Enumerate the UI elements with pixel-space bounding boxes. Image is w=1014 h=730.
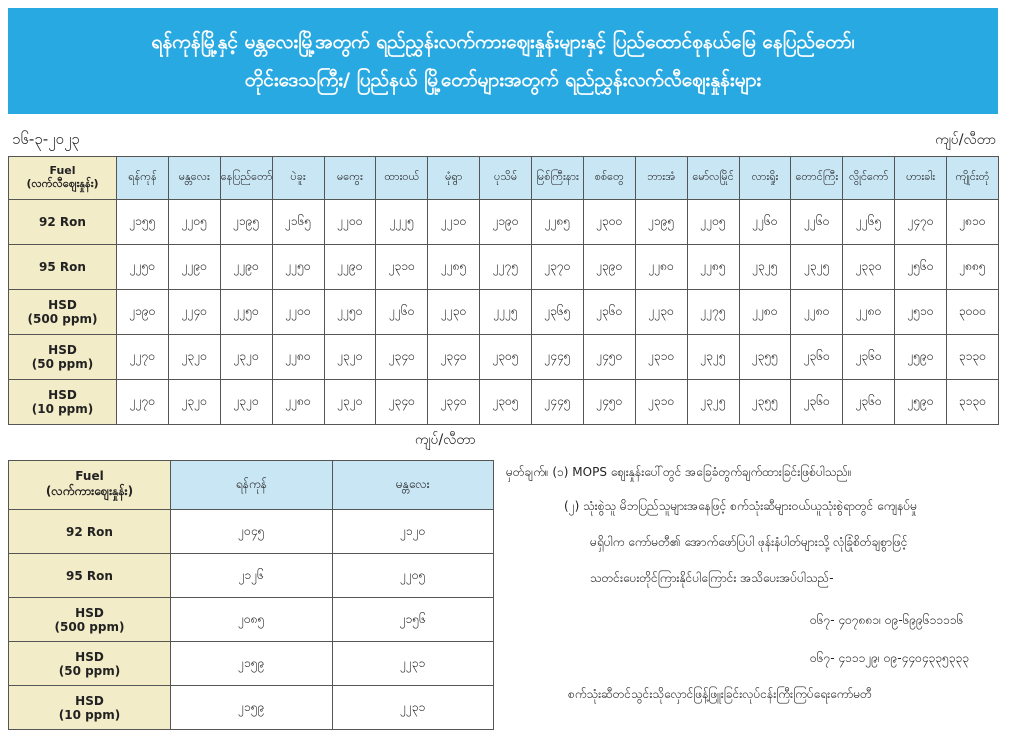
price-cell: ၂၂၅၀ [272, 245, 324, 290]
price-cell: ၂၀၈၅ [171, 598, 333, 642]
price-cell: ၂၂၀၅ [332, 554, 494, 598]
fuel-type-name: 92 Ron [39, 215, 86, 229]
table-row [9, 380, 999, 425]
price-cell: ၂၃၁၀ [376, 245, 428, 290]
wholesale-unit-label: ကျပ်/လီတာ [415, 432, 476, 448]
note-2-cont-b: သတင်းပေးတိုင်ကြားနိုင်ပါကြောင်း အသိပေးအပ်ပါသည်- [590, 571, 834, 585]
fuel-type-cell [9, 510, 171, 554]
price-cell: ၂၂၃၀ [428, 290, 480, 335]
price-cell: ၂၂၈၅ [687, 245, 739, 290]
city-header: ရန်ကုန် [117, 157, 169, 200]
phone-line-2: ၀၆၇- ၄၁၁၁၂၉၊ ၀၉-၄၄၀၄၃၃၅၃၃၃ [810, 651, 970, 665]
fuel-type-cell [9, 686, 171, 730]
price-cell: ၂၂၁၀ [428, 200, 480, 245]
city-header: မြစ်ကြီးနား [532, 157, 584, 200]
price-cell: ၂၃၂၀ [168, 335, 220, 380]
price-cell: ၂၈၁၀ [947, 200, 999, 245]
price-cell: ၂၅၉၀ [895, 335, 947, 380]
table-row [9, 598, 494, 642]
table-row [9, 686, 494, 730]
city-header: ကျိုင်းတုံ [947, 157, 999, 200]
price-cell: ၂၃၄၀ [428, 335, 480, 380]
price-cell: ၂၃၅၅ [739, 380, 791, 425]
table-row [9, 335, 999, 380]
price-cell: ၂၈၈၅ [947, 245, 999, 290]
price-cell: ၂၃၄၀ [428, 380, 480, 425]
price-cell: ၂၃၂၀ [168, 380, 220, 425]
price-cell: ၂၁၉၀ [480, 200, 532, 245]
city-header: ဟားခါး [895, 157, 947, 200]
city-header: မန္တလေး [332, 461, 494, 510]
title-banner [8, 8, 998, 114]
table-row [9, 245, 999, 290]
city-header: စစ်တွေ [583, 157, 635, 200]
price-cell: ၂၂၈၀ [635, 245, 687, 290]
fuel-type-name: 92 Ron [66, 524, 113, 539]
fuel-type-cell [9, 642, 171, 686]
fuel-type-cell [9, 245, 117, 290]
price-cell: ၂၂၅၀ [324, 290, 376, 335]
price-cell: ၂၂၅၀ [117, 245, 169, 290]
fuel-header-title: Fuel [75, 469, 104, 483]
phone-line-1: ၀၆၇- ၄၀၇၈၈၁၊ ၀၉-၆၉၉၆၁၁၁၁၆ [810, 613, 964, 627]
price-cell: ၂၅၁၀ [895, 290, 947, 335]
fuel-type-grade: (500 ppm) [27, 312, 98, 326]
price-cell: ၂၃၇၀ [532, 245, 584, 290]
city-header: နေပြည်တော် [220, 157, 272, 200]
price-cell: ၂၃၂၀ [220, 335, 272, 380]
price-cell: ၂၅၆၀ [895, 245, 947, 290]
fuel-header-subtitle: (လက်လီဈေးနှုန်း) [26, 176, 99, 190]
fuel-type-cell [9, 290, 117, 335]
fuel-header [9, 157, 117, 200]
price-cell: ၂၃၆၀ [843, 335, 895, 380]
wholesale-header-row [9, 461, 494, 510]
retail-header-row [9, 157, 999, 200]
price-cell: ၂၃၆၀ [583, 290, 635, 335]
price-cell: ၂၁၅၅ [117, 200, 169, 245]
fuel-type-name: HSD [48, 388, 77, 402]
fuel-type-grade: (500 ppm) [54, 619, 125, 634]
city-header: ဘားအံ [635, 157, 687, 200]
city-header: မန္တလေး [168, 157, 220, 200]
city-header: မုံရွာ [428, 157, 480, 200]
price-cell: ၂၅၉၀ [895, 380, 947, 425]
price-cell: ၂၃၂၅ [739, 245, 791, 290]
table-row [9, 510, 494, 554]
price-cell: ၂၁၅၆ [332, 598, 494, 642]
price-cell: ၂၂၃၀ [635, 290, 687, 335]
price-cell: ၂၁၉၅ [220, 200, 272, 245]
price-cell: ၂၃၄၀ [376, 380, 428, 425]
price-cell: ၂၂၈၀ [739, 290, 791, 335]
fuel-type-grade: (10 ppm) [31, 402, 94, 416]
price-cell: ၂၂၂၅ [480, 290, 532, 335]
price-cell: ၂၂၇၅ [480, 245, 532, 290]
price-cell: ၂၂၇၀ [117, 380, 169, 425]
price-cell: ၂၁၅၉ [171, 642, 333, 686]
price-cell: ၂၃၂၀ [220, 380, 272, 425]
price-cell: ၂၃၆၀ [843, 380, 895, 425]
price-cell: ၂၃၀၅ [480, 335, 532, 380]
price-cell: ၂၃၀၀ [583, 200, 635, 245]
fuel-type-grade: (10 ppm) [58, 707, 121, 722]
price-cell: ၂၂၈၀ [272, 380, 324, 425]
price-cell: ၂၃၂၅ [687, 335, 739, 380]
price-cell: ၃၁၃၀ [947, 380, 999, 425]
fuel-header [9, 461, 171, 510]
city-header: မကွေး [324, 157, 376, 200]
city-header: လားရှိုး [739, 157, 791, 200]
price-cell: ၂၃၆၀ [791, 380, 843, 425]
banner-title-line1: ရန်ကုန်မြို့နှင့် မန္တလေးမြို့အတွက် ရည်ညွှန်းလက်ကားဈေးနှုန်းများနှင့် ပြည်ထောင်စုနယ်မြေ နေပြည်တော်၊ [151, 31, 855, 53]
price-cell: ၂၄၇၀ [895, 200, 947, 245]
city-header: ရန်ကုန် [171, 461, 333, 510]
price-cell: ၂၃၂၅ [791, 245, 843, 290]
price-cell: ၃၁၃၀ [947, 335, 999, 380]
table-row [9, 642, 494, 686]
fuel-type-cell [9, 335, 117, 380]
city-header: ထားဝယ် [376, 157, 428, 200]
price-cell: ၂၄၄၅ [532, 380, 584, 425]
price-cell: ၂၃၉၀ [583, 245, 635, 290]
city-header: လွိုင်ကော် [843, 157, 895, 200]
price-cell: ၂၁၂၀ [332, 510, 494, 554]
city-header: တောင်ကြီး [791, 157, 843, 200]
price-cell: ၂၂၈၅ [532, 200, 584, 245]
unit-label: ကျပ်/လီတာ [935, 132, 996, 148]
price-cell: ၂၃၁၀ [635, 380, 687, 425]
table-row [9, 290, 999, 335]
fuel-type-name: HSD [75, 605, 104, 620]
price-cell: ၂၂၀၅ [168, 200, 220, 245]
price-cell: ၂၂၉၀ [220, 245, 272, 290]
price-cell: ၂၂၅၀ [220, 290, 272, 335]
price-cell: ၂၃၂၅ [687, 380, 739, 425]
wholesale-price-table [8, 460, 494, 730]
price-cell: ၂၂၈၀ [843, 290, 895, 335]
price-cell: ၂၃၆၀ [791, 335, 843, 380]
note-2-cont-a: မရှိပါက ကော်မတီ၏ အောက်ဖော်ပြပါ ဖုန်းနံပါတ်များသို့ လုံခြုံစိတ်ချစွာဖြင့် [590, 535, 908, 549]
price-cell: ၂၂၇၅ [687, 290, 739, 335]
price-cell: ၂၃၄၀ [376, 335, 428, 380]
price-cell: ၂၁၅၉ [171, 686, 333, 730]
fuel-type-name: 95 Ron [66, 568, 113, 583]
date-label: ၁၆-၃-၂၀၂၃ [12, 130, 80, 148]
price-cell: ၂၁၉၅ [635, 200, 687, 245]
price-cell: ၂၂၂၅ [376, 200, 428, 245]
price-cell: ၂၂၈၀ [272, 335, 324, 380]
fuel-type-grade: (50 ppm) [58, 663, 121, 678]
fuel-type-name: HSD [75, 693, 104, 708]
price-cell: ၂၃၂၀ [324, 380, 376, 425]
committee-name: စက်သုံးဆီတင်သွင်းသိုလှောင်ဖြန့်ဖြူးခြင်းလုပ်ငန်းကြီးကြပ်ရေးကော်မတီ [568, 687, 872, 701]
price-cell: ၂၂၃၁ [332, 642, 494, 686]
price-cell: ၂၁၉၀ [117, 290, 169, 335]
banner-title-line2: တိုင်းဒေသကြီး/ ပြည်နယ် မြို့တော်များအတွက် ရည်ညွှန်းလက်လီဈေးနှုန်းများ [244, 69, 762, 91]
price-cell: ၂၂၆၅ [843, 200, 895, 245]
price-cell: ၂၄၄၅ [532, 335, 584, 380]
note-2: (၂) သုံးစွဲသူ မိဘပြည်သူများအနေဖြင့် စက်သုံးဆီများဝယ်ယူသုံးစွဲရာတွင် ကျေနပ်မှု [564, 499, 918, 513]
price-cell: ၂၀၄၅ [171, 510, 333, 554]
price-cell: ၂၃၀၅ [480, 380, 532, 425]
price-cell: ၂၂၄၀ [168, 290, 220, 335]
price-cell: ၂၃၁၀ [635, 335, 687, 380]
table-row [9, 554, 494, 598]
fuel-type-grade: (50 ppm) [31, 357, 94, 371]
fuel-type-name: HSD [75, 649, 104, 664]
price-cell: ၂၁၆၅ [272, 200, 324, 245]
price-cell: ၃၀၀၀ [947, 290, 999, 335]
price-cell: ၂၄၅၀ [583, 380, 635, 425]
fuel-type-name: HSD [48, 343, 77, 357]
fuel-header-subtitle: (လက်ကားဈေးနှုန်း) [45, 484, 134, 498]
price-cell: ၂၂၇၀ [117, 335, 169, 380]
price-cell: ၂၂၀၀ [324, 200, 376, 245]
price-cell: ၂၂၆၀ [376, 290, 428, 335]
fuel-type-cell [9, 554, 171, 598]
fuel-type-cell [9, 200, 117, 245]
city-header: ပဲခူး [272, 157, 324, 200]
price-cell: ၂၂၆၀ [791, 200, 843, 245]
price-cell: ၂၂၉၀ [324, 245, 376, 290]
price-cell: ၂၄၅၀ [583, 335, 635, 380]
fuel-type-name: 95 Ron [39, 260, 86, 274]
city-header: မော်လမြိုင် [687, 157, 739, 200]
price-cell: ၂၂၀၀ [272, 290, 324, 335]
table-row [9, 200, 999, 245]
price-cell: ၂၃၅၅ [739, 335, 791, 380]
price-cell: ၂၃၂၀ [324, 335, 376, 380]
price-cell: ၂၂၈၅ [428, 245, 480, 290]
fuel-type-cell [9, 380, 117, 425]
retail-price-table [8, 156, 999, 425]
price-cell: ၂၂၈၀ [791, 290, 843, 335]
price-cell: ၂၂၉၀ [168, 245, 220, 290]
price-cell: ၂၃၃၀ [843, 245, 895, 290]
note-1: မှတ်ချက်။ (၁) MOPS ဈေးနှုန်းပေါ်တွင် အခြေခံတွက်ချက်ထားခြင်းဖြစ်ပါသည်။ [506, 465, 852, 479]
fuel-type-name: HSD [48, 298, 77, 312]
price-cell: ၂၂၃၁ [332, 686, 494, 730]
price-cell: ၂၁၂၆ [171, 554, 333, 598]
city-header: ပုသိမ် [480, 157, 532, 200]
fuel-type-cell [9, 598, 171, 642]
price-cell: ၂၂၆၀ [739, 200, 791, 245]
price-cell: ၂၂၀၅ [687, 200, 739, 245]
price-cell: ၂၃၆၅ [532, 290, 584, 335]
fuel-header-title: Fuel [49, 163, 76, 177]
